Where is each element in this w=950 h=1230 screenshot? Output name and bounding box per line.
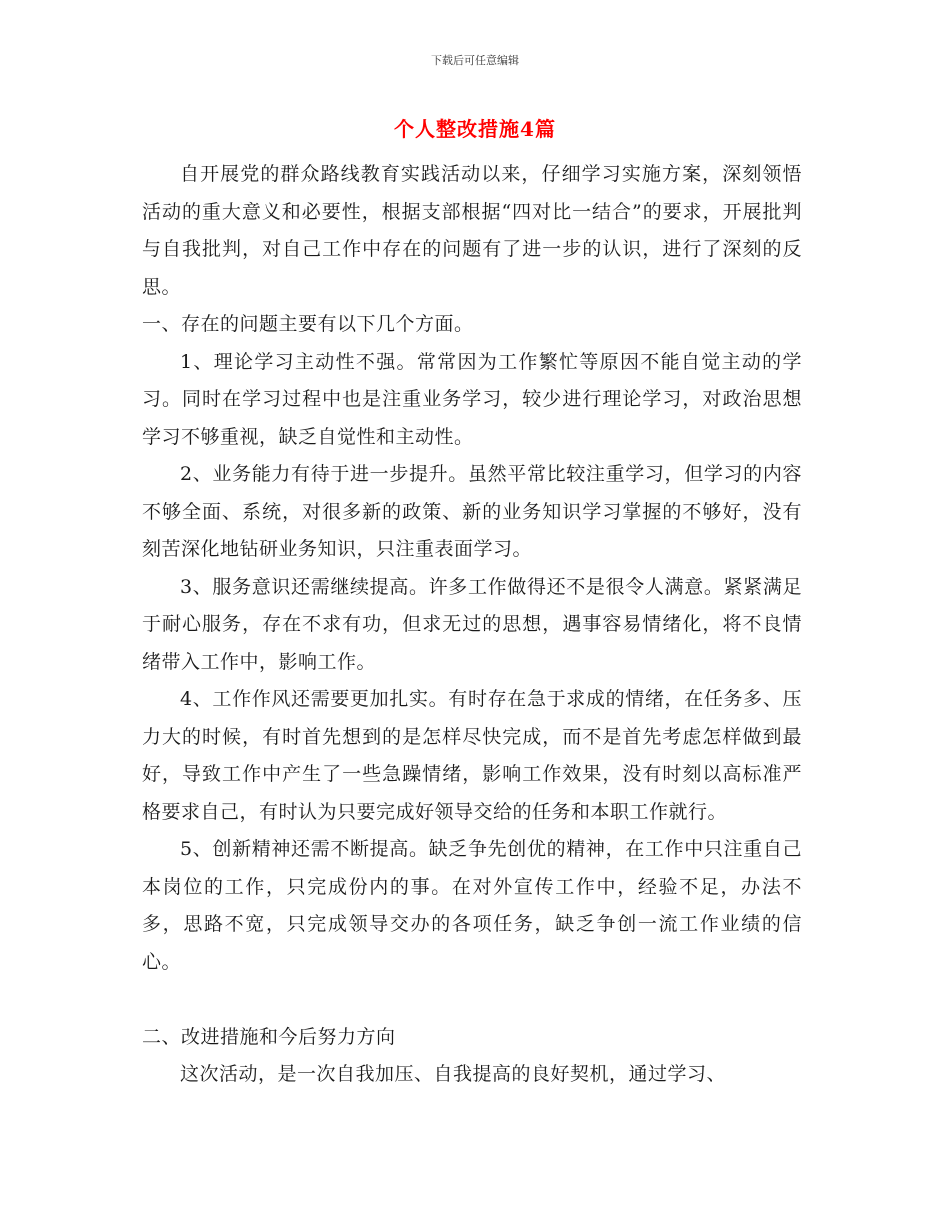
problem-item-4: 4、工作作风还需要更加扎实。有时存在急于求成的情绪，在任务多、压力大的时候，有时首先想到的是怎样尽快完成，而不是首先考虑怎样做到最好，导致工作中产生了一些急躁情绪，影响工作效果，没有时刻以高标准严格要求自己，有时认为只要完成好领导交给的任务和本职工作就行。 <box>142 688 802 823</box>
page-header-note: 下载后可任意编辑 <box>431 54 519 67</box>
section-heading-measures: 二、改进措施和今后努力方向 <box>142 1025 396 1048</box>
section-heading-problems: 一、存在的问题主要有以下几个方面。 <box>142 313 474 335</box>
problem-item-1: 1、理论学习主动性不强。常常因为工作繁忙等原因不能自觉主动的学习。同时在学习过程中也是注重业务学习，较少进行理论学习，对政治思想学习不够重视，缺乏自觉性和主动性。 <box>142 350 802 448</box>
problem-item-3: 3、服务意识还需继续提高。许多工作做得还不是很令人满意。紧紧满足于耐心服务，存在不求有功，但求无过的思想，遇事容易情绪化，将不良情绪带入工作中，影响工作。 <box>142 575 802 673</box>
problem-item-5: 5、创新精神还需不断提高。缺乏争先创优的精神，在工作中只注重自己本岗位的工作，只完成份内的事。在对外宣传工作中，经验不足，办法不多，思路不宽，只完成领导交办的各项任务，缺乏争创一流工作业绩的信心。 <box>142 838 802 973</box>
measures-paragraph: 这次活动，是一次自我加压、自我提高的良好契机，通过学习、 <box>180 1063 727 1085</box>
paragraph-spacer <box>142 981 802 1019</box>
document-title: 个人整改措施4篇 <box>394 117 556 141</box>
intro-paragraph: 自开展党的群众路线教育实践活动以来，仔细学习实施方案，深刻领悟活动的重大意义和必要性，根据支部根据“四对比一结合”的要求，开展批判与自我批判，对自己工作中存在的问题有了进一步的认识，进行了深刻的反思。 <box>142 163 802 298</box>
problem-item-2: 2、业务能力有待于进一步提升。虽然平常比较注重学习，但学习的内容不够全面、系统，对很多新的政策、新的业务知识学习掌握的不够好，没有刻苦深化地钻研业务知识，只注重表面学习。 <box>142 463 802 560</box>
document-body <box>142 156 802 1094</box>
